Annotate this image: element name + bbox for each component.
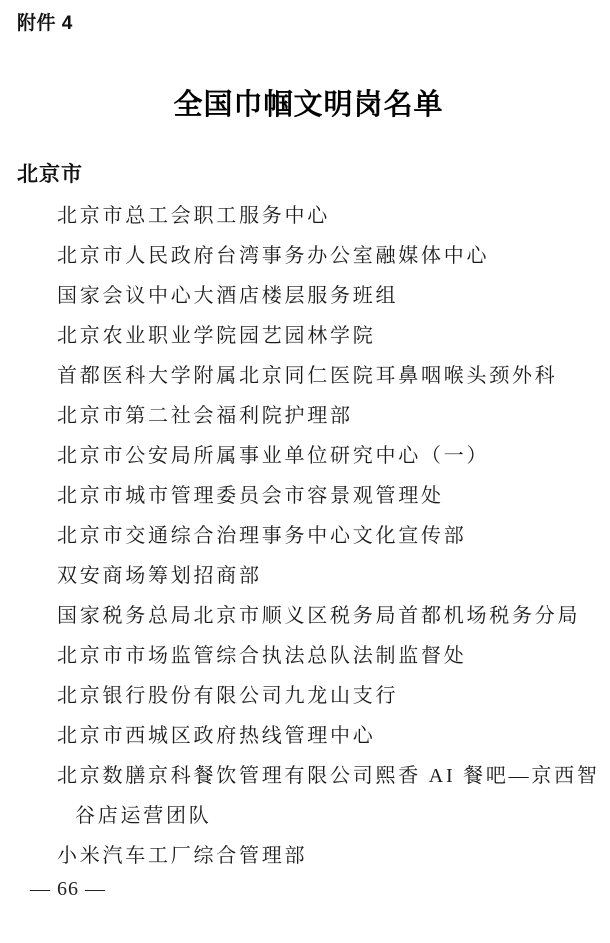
list-item: 双安商场筹划招商部 bbox=[57, 565, 262, 587]
page-title: 全国巾帼文明岗名单 bbox=[173, 89, 444, 121]
list-item: 北京市公安局所属事业单位研究中心（一） bbox=[57, 445, 490, 467]
list-item: 北京数膳京科餐饮管理有限公司熙香 AI 餐吧—京西智 谷店运营团队 bbox=[57, 765, 600, 827]
org-list bbox=[17, 196, 600, 876]
list-item: 小米汽车工厂综合管理部 bbox=[57, 845, 308, 867]
list-item: 国家税务总局北京市顺义区税务局首都机场税务分局 bbox=[57, 605, 581, 627]
section-heading: 北京市 bbox=[17, 163, 83, 186]
list-item: 北京市人民政府台湾事务办公室融媒体中心 bbox=[57, 245, 490, 267]
list-item: 北京市总工会职工服务中心 bbox=[57, 205, 330, 227]
list-item: 北京市西城区政府热线管理中心 bbox=[57, 725, 376, 747]
list-item: 北京市市场监管综合执法总队法制监督处 bbox=[57, 645, 467, 667]
list-item: 国家会议中心大酒店楼层服务班组 bbox=[57, 285, 399, 307]
attachment-label: 附件 4 bbox=[17, 13, 73, 34]
list-item: 北京银行股份有限公司九龙山支行 bbox=[57, 685, 399, 707]
list-item: 北京市交通综合治理事务中心文化宣传部 bbox=[57, 525, 467, 547]
list-item: 北京市城市管理委员会市容景观管理处 bbox=[57, 485, 444, 507]
page-number: — 66 — bbox=[30, 878, 106, 900]
list-item: 北京农业职业学院园艺园林学院 bbox=[57, 325, 376, 347]
list-item: 北京市第二社会福利院护理部 bbox=[57, 405, 353, 427]
list-item: 首都医科大学附属北京同仁医院耳鼻咽喉头颈外科 bbox=[57, 365, 558, 387]
